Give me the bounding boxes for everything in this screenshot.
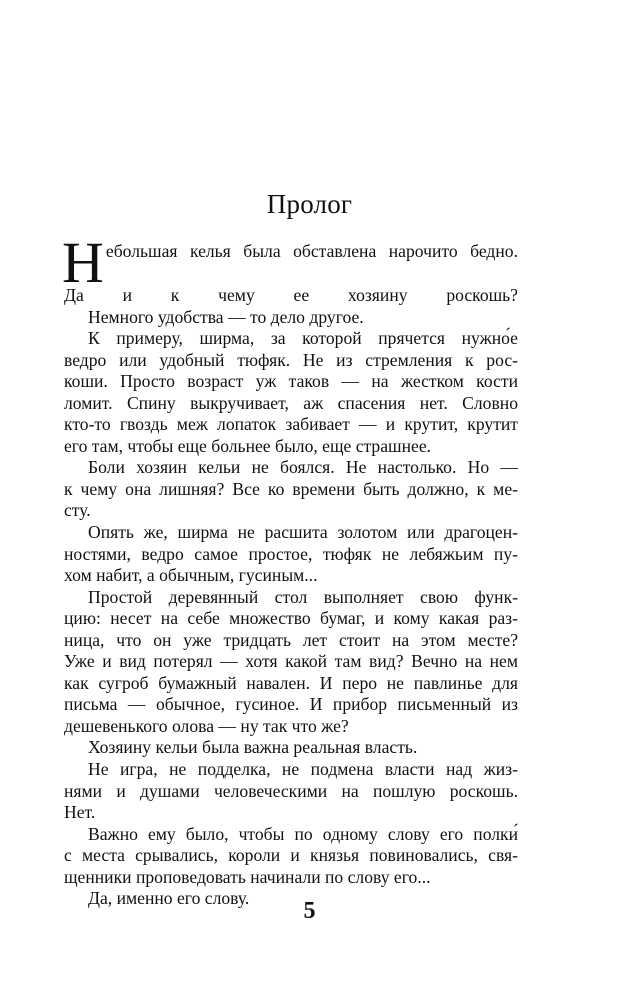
drop-cap: Н	[62, 230, 104, 295]
text-line: щенники проповедовать начинали по слову его...	[64, 866, 431, 887]
text-line: сту.	[64, 500, 91, 521]
text-line: Простой деревянный стол выполняет свою функ-	[88, 586, 518, 607]
text-line: Да и к чему ее хозяину роскошь?	[64, 285, 518, 305]
text-line: нями и душами человеческими на пошлую роскошь.	[64, 780, 518, 801]
text-line: хом набит, а обычным, гусиным...	[64, 565, 318, 586]
text-line: цию: несет на себе множество бумаг, и кому какая раз-	[64, 608, 518, 629]
text-line: коши. Просто возраст уж таков — на жестком кости	[64, 371, 518, 392]
text-line: дешевенького олова — ну так что же?	[64, 715, 349, 736]
text-line: К примеру, ширма, за которой прячется нужно́е	[88, 328, 518, 349]
text-line: Не игра, не подделка, не подмена власти над жиз-	[88, 759, 518, 780]
text-line: с места срывались, короли и князья повиновались, свя-	[64, 845, 518, 866]
text-line: ностями, ведро самое простое, тюфяк не лебяжьим пу-	[64, 543, 518, 564]
text-line: Опять же, ширма не расшита золотом или драгоцен-	[88, 522, 518, 543]
text-line: Немного удобства — то дело другое.	[88, 306, 364, 327]
text-line: Да, именно его слову.	[88, 888, 250, 909]
text-line: к чему она лишняя? Все ко времени быть должно, к ме-	[64, 478, 518, 499]
text-line: кто-то гвоздь меж лопаток забивает — и крутит, крутит	[64, 414, 518, 435]
text-line: ведро или удобный тюфяк. Не из стремления к рос-	[64, 349, 518, 370]
page-number: 5	[303, 898, 316, 924]
text-line: письма — обычное, гусиное. И прибор письменный из	[64, 694, 518, 715]
text-line: Уже и вид потерял — хотя какой там вид? Вечно на нем	[64, 651, 518, 672]
text-line: Хозяину кельи была важна реальная власть.	[88, 737, 418, 758]
chapter-title: Пролог	[266, 189, 353, 219]
text-line: ебольшая келья была обставлена нарочито бедно.	[105, 241, 518, 261]
text-line: Важно ему было, чтобы по одному слову его полки́	[88, 823, 518, 844]
text-line: Нет.	[64, 802, 96, 823]
text-line: как сугроб бумажный навален. И перо не павлинье для	[64, 672, 518, 693]
text-line: его там, чтобы еще больнее было, еще страшнее.	[64, 435, 432, 456]
text-line: ница, что он уже тридцать лет стоит на этом месте?	[64, 629, 518, 650]
text-line: Боли хозяин кельи не боялся. Не настолько. Но —	[88, 457, 518, 478]
text-line: ломит. Спину выкручивает, аж спасения нет. Словно	[64, 392, 518, 413]
body-text	[62, 230, 518, 910]
